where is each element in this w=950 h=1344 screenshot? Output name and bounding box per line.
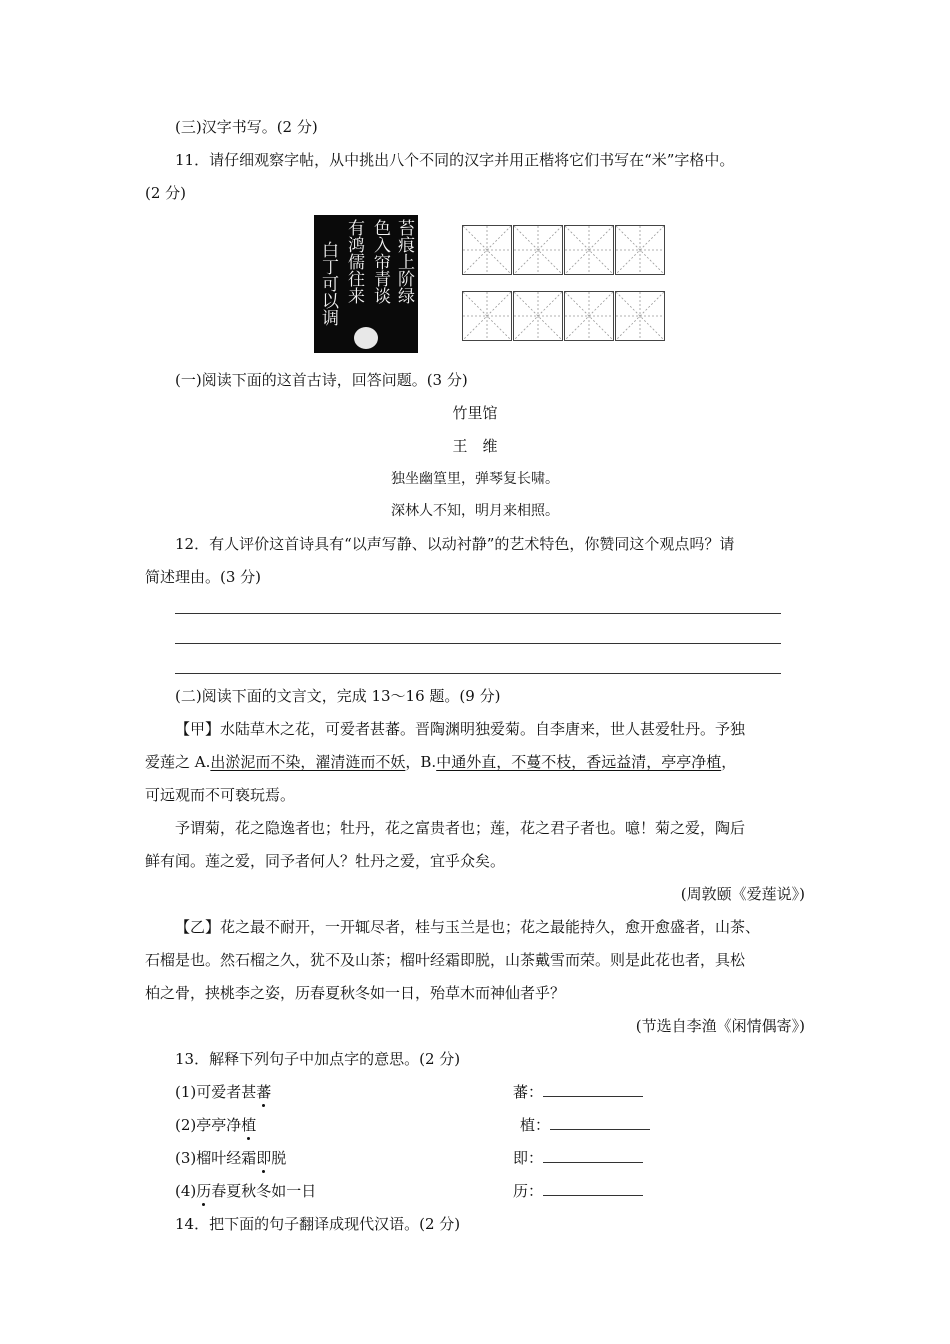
answer-blank[interactable] [550,1115,650,1130]
text-span: 脱 [271,1149,287,1167]
dotted-character: 即 [256,1149,272,1167]
passage-jia-source: (周敦颐《爱莲说》) [680,885,805,903]
text-span: (3)榴叶经霜 [175,1149,257,1167]
answer-label: 即： [513,1149,544,1167]
question-12-line2: 简述理由。(3 分) [145,568,262,586]
text-span: (2)亭亭净 [175,1116,242,1134]
dotted-character: 历 [196,1182,212,1200]
q13-answer-3 [513,1148,643,1168]
text-span: (1)可爱者甚 [175,1083,257,1101]
mi-grid-guides [616,292,664,340]
text-span: ， [721,753,737,771]
rubbing-column-1: 苔痕上阶绿 [394,219,414,304]
poem-line-2: 深林人不知，明月来相照。 [391,503,559,519]
section-heading-2: (二)阅读下面的文言文，完成 13～16 题。(9 分) [175,687,501,705]
answer-blank[interactable] [543,1148,643,1163]
question-11-line2: (2 分) [145,184,187,202]
answer-label: 蕃： [513,1083,544,1101]
poem-author: 王 维 [452,437,498,455]
mi-grid-guides [514,226,562,274]
passage-jia-line1: 【甲】水陆草木之花，可爱者甚蕃。晋陶渊明独爱菊。自李唐来，世人甚爱牡丹。予独 [175,720,746,738]
answer-label: 植： [520,1116,551,1134]
passage-jia-line2 [145,752,736,772]
section-heading-3: (三)汉字书写。(2 分) [175,118,318,136]
poem-title: 竹里馆 [452,404,498,422]
passage-jia-line4: 予谓菊，花之隐逸者也；牡丹，花之富贵者也；莲，花之君子者也。噫！菊之爱，陶后 [175,819,746,837]
section-heading-1: (一)阅读下面的这首古诗，回答问题。(3 分) [175,371,468,389]
mi-grid-cell[interactable] [513,291,563,341]
poem-line-1: 独坐幽篁里，弹琴复长啸。 [391,471,559,487]
text-span: ，B. [405,753,437,771]
mi-grid-cell[interactable] [513,225,563,275]
dotted-character: 植 [241,1116,257,1134]
mi-grid-guides [616,226,664,274]
question-14-stem: 14．把下面的句子翻译成现代汉语。(2 分) [175,1215,461,1233]
mi-grid-cell[interactable] [564,225,614,275]
passage-jia-line5: 鲜有闻。莲之爱，同予者何人？牡丹之爱，宜乎众矣。 [145,852,506,870]
question-12-line1: 12．有人评价这首诗具有“以声写静、以动衬静”的艺术特色，你赞同这个观点吗？请 [175,535,735,553]
mi-grid-guides [463,292,511,340]
mi-grid-row-1 [462,225,666,275]
mi-grid-cell[interactable] [615,225,665,275]
q13-item-1 [175,1082,271,1102]
mi-grid-guides [463,226,511,274]
seal-stamp [354,327,378,349]
passage-yi-line1: 【乙】花之最不耐开，一开辄尽者，桂与玉兰是也；花之最能持久，愈开愈盛者，山茶、 [175,918,761,936]
q13-answer-1 [513,1082,643,1102]
dotted-character: 蕃 [256,1083,272,1101]
q13-answer-4 [513,1181,643,1201]
q13-item-2 [175,1115,256,1135]
text-span: 春夏秋冬如一日 [211,1182,317,1200]
mi-grid-guides [565,226,613,274]
mi-grid-guides [514,292,562,340]
underlined-sentence-b: 中通外直，不蔓不枝，香远益清，亭亭净植 [436,753,722,771]
passage-yi-line3: 柏之骨，挟桃李之姿，历春夏秋冬如一日，殆草木而神仙者乎？ [145,984,566,1002]
rubbing-column-2: 色入帘青谈 [370,219,390,304]
answer-line[interactable] [175,613,781,614]
answer-line[interactable] [175,673,781,674]
answer-line[interactable] [175,643,781,644]
calligraphy-rubbing-image [314,215,418,353]
mi-grid-cell[interactable] [462,291,512,341]
answer-blank[interactable] [543,1082,643,1097]
question-11-line1: 11．请仔细观察字帖，从中挑出八个不同的汉字并用正楷将它们书写在“米”字格中。 [175,151,735,169]
mi-grid-cell[interactable] [462,225,512,275]
underlined-sentence-a: 出淤泥而不染，濯清涟而不妖 [210,753,406,771]
rubbing-column-4: 白丁可以调 [318,241,338,326]
text-span: 爱莲之 A. [145,753,211,771]
q13-item-4 [175,1181,316,1201]
q13-item-3 [175,1148,286,1168]
passage-jia-line3: 可远观而不可亵玩焉。 [145,786,296,804]
text-span: (4) [175,1182,197,1200]
answer-label: 历： [513,1182,544,1200]
mi-grid-cell[interactable] [615,291,665,341]
question-13-stem: 13．解释下列句子中加点字的意思。(2 分) [175,1050,461,1068]
q13-answer-2 [520,1115,650,1135]
passage-yi-source: (节选自李渔《闲情偶寄》) [635,1017,805,1035]
mi-grid-row-2 [462,291,666,341]
passage-yi-line2: 石榴是也。然石榴之久，犹不及山茶；榴叶经霜即脱，山茶戴雪而荣。则是此花也者，具松 [145,951,746,969]
rubbing-column-3: 有鸿儒往来 [344,219,364,304]
mi-grid-guides [565,292,613,340]
answer-blank[interactable] [543,1181,643,1196]
mi-grid-cell[interactable] [564,291,614,341]
